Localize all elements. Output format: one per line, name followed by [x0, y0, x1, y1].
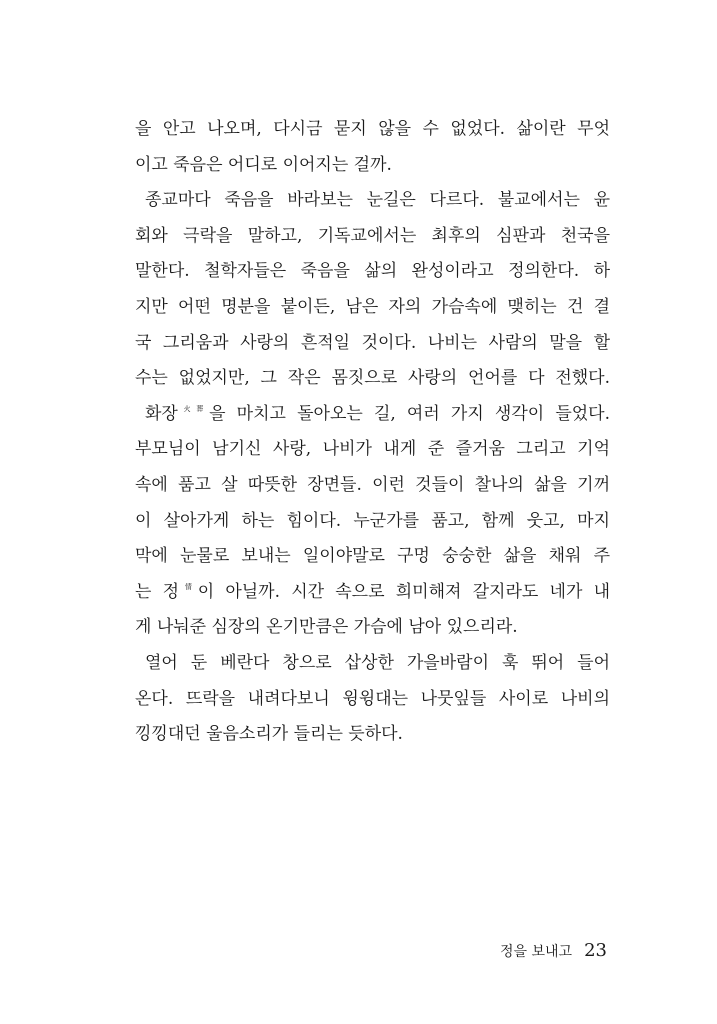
text-fragment: 는 정	[135, 581, 180, 602]
text-line: 막에 눈물로 보내는 일이야말로 구멍 숭숭한 삶을 채워 주	[135, 546, 610, 567]
text-line: 낑낑대던 울음소리가 들리는 듯하다.	[135, 724, 403, 745]
hanja-annotation: 情	[179, 582, 198, 591]
text-line: 종교마다 죽음을 바라보는 눈길은 다르다. 불교에서는 윤	[145, 190, 610, 211]
text-line: 속에 품고 살 따뜻한 장면들. 이런 것들이 찰나의 삶을 기꺼	[135, 474, 610, 495]
hanja-annotation: 火葬	[177, 404, 210, 413]
page-footer	[500, 940, 607, 961]
text-fragment: 을 마치고 돌아오는 길, 여러 가지 생각이 들었다.	[209, 403, 611, 424]
text-line	[135, 397, 610, 433]
text-line: 열어 둔 베란다 창으로 삽상한 가을바람이 훅 뛰어 들어	[145, 652, 610, 673]
text-line: 회와 극락을 말하고, 기독교에서는 최후의 심판과 천국을	[135, 225, 610, 246]
running-title: 정을 보내고	[500, 944, 573, 960]
text-line: 말한다. 철학자들은 죽음을 삶의 완성이라고 정의한다. 하	[135, 261, 610, 282]
text-fragment: 이 아닐까. 시간 속으로 희미해져 갈지라도 네가 내	[197, 581, 611, 602]
text-fragment: 화장	[145, 403, 178, 424]
text-line: 게 나눠준 심장의 온기만큼은 가슴에 남아 있으리라.	[135, 617, 518, 638]
text-line: 을 안고 나오며, 다시금 묻지 않을 수 없었다. 삶이란 무엇	[135, 119, 610, 139]
text-line: 이고 죽음은 어디로 이어지는 걸까.	[135, 154, 392, 175]
text-line: 지만 어떤 명분을 붙이든, 남은 자의 가슴속에 맺히는 건 결	[135, 296, 610, 317]
text-line: 부모님이 남기신 사랑, 나비가 내게 준 즐거움 그리고 기억	[135, 439, 610, 460]
page-number: 23	[584, 940, 607, 961]
text-line: 이 살아가게 하는 힘이다. 누군가를 품고, 함께 웃고, 마지	[135, 510, 610, 531]
body-text	[135, 112, 610, 753]
text-line: 온다. 뜨락을 내려다보니 윙윙대는 나뭇잎들 사이로 나비의	[135, 688, 610, 709]
text-line: 수는 없었지만, 그 작은 몸짓으로 사랑의 언어를 다 전했다.	[135, 368, 610, 389]
text-line	[135, 575, 610, 611]
text-line: 국 그리움과 사랑의 흔적일 것이다. 나비는 사람의 말을 할	[135, 332, 610, 353]
